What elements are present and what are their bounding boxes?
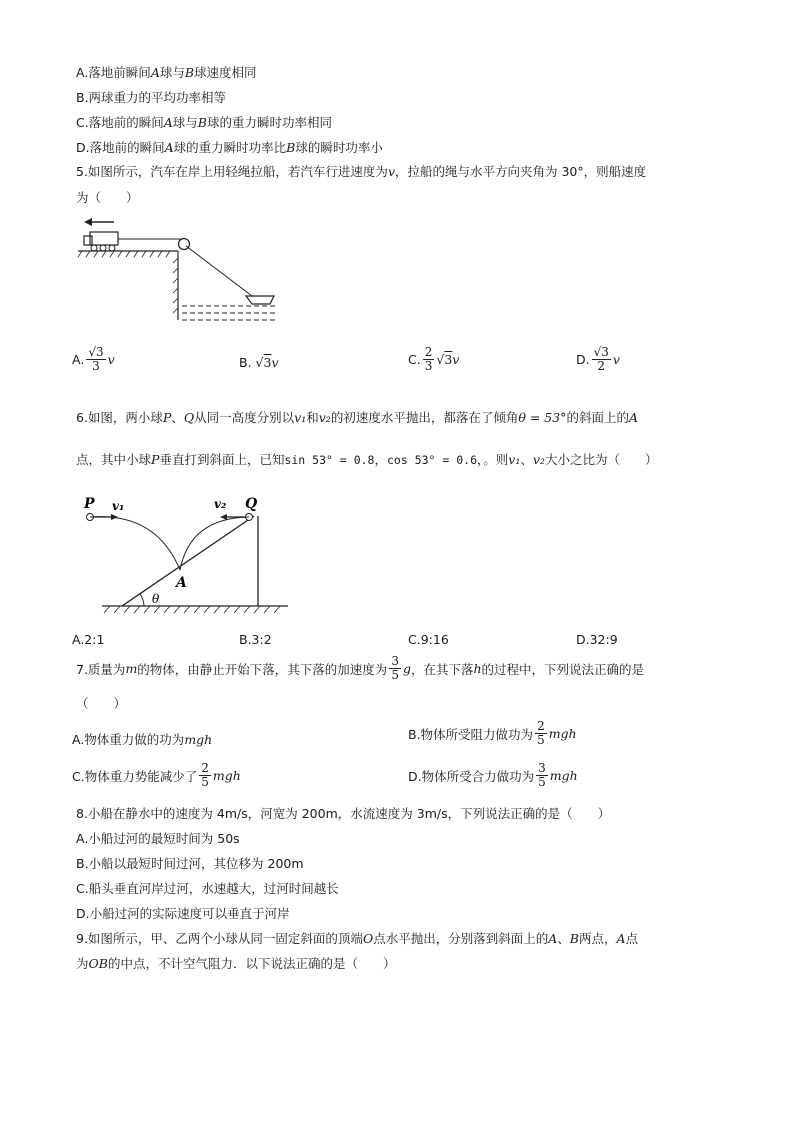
text: 、 <box>171 410 184 425</box>
expr: mgh <box>548 726 577 741</box>
radicand: 3 <box>444 352 453 367</box>
text: ，拉船的绳与水平方向夹角为 30°，则船速度 <box>395 164 647 179</box>
expr: mgh <box>549 768 578 783</box>
text: 的斜面上的 <box>566 410 629 425</box>
denominator: 3 <box>424 359 433 373</box>
q9-stem-line1 <box>76 930 638 948</box>
math: sin 53° = 0.8 <box>284 453 375 467</box>
label-p: P <box>84 496 95 512</box>
expr: mgh <box>212 768 241 783</box>
sqrt: √3 <box>436 352 453 367</box>
numerator: 2 <box>201 761 209 775</box>
var: v₂ <box>532 452 545 467</box>
text: 5.如图所示，汽车在岸上用轻绳拉船，若汽车行进速度为 <box>76 164 388 179</box>
text: ，在其下落 <box>410 661 474 677</box>
radicand: 3 <box>263 355 272 370</box>
theta-label: θ <box>152 592 160 606</box>
numerator: 3 <box>538 761 546 775</box>
q4-option-d <box>76 139 383 157</box>
text: D.落地前的瞬间 <box>76 140 165 155</box>
angle-arc <box>140 594 144 606</box>
q8-option-b: B.小船以最短时间过河，其位移为 200m <box>76 856 304 871</box>
car-wheel <box>100 245 106 251</box>
text: 球速度相同 <box>194 65 257 80</box>
denominator: 5 <box>537 733 545 747</box>
text: 的初速度水平抛出，都落在了倾角 <box>330 410 519 425</box>
var: v₁ <box>508 452 521 467</box>
ground-hatch <box>104 606 280 613</box>
var: A <box>163 115 173 130</box>
v2-arrowhead <box>220 514 227 520</box>
var: B <box>569 931 579 946</box>
q5-option-b <box>239 355 279 370</box>
denominator: 3 <box>92 359 100 373</box>
text: 两点， <box>578 931 617 946</box>
q7-option-a <box>72 730 212 748</box>
label-q: Q <box>245 496 258 512</box>
text: 球的重力瞬时功率相同 <box>206 115 332 130</box>
q5-option-c <box>408 346 459 373</box>
q8-option-d: D.小船过河的实际速度可以垂直于河岸 <box>76 906 290 921</box>
q7-stem-line2: （ ） <box>76 696 127 711</box>
q7-option-b <box>408 720 577 747</box>
text: 、 <box>557 931 570 946</box>
text: 球与 <box>172 115 198 130</box>
ground-hatch <box>78 251 170 257</box>
text: 、 <box>520 452 533 467</box>
q5-figure-car-boat <box>74 212 284 324</box>
var: h <box>473 661 482 676</box>
car-body <box>90 232 118 245</box>
text: 点 <box>625 931 638 946</box>
text: A.落地前瞬间 <box>76 65 151 80</box>
var: A <box>164 140 174 155</box>
text: 点，其中小球 <box>76 452 152 467</box>
var: Q <box>183 410 195 425</box>
q5-stem-line2: 为（ ） <box>76 190 139 205</box>
fraction <box>423 346 435 373</box>
label: C.物体重力势能减少了 <box>72 768 198 784</box>
text: 为 <box>76 956 89 971</box>
q6-option-c: C.9:16 <box>408 632 449 647</box>
text: ， <box>374 452 387 467</box>
math: θ = 53° <box>518 410 567 425</box>
text: 大小之比为（ ） <box>544 452 658 467</box>
label: B.物体所受阻力做功为 <box>408 726 534 742</box>
expr: mgh <box>184 731 213 747</box>
label: D. <box>576 352 590 367</box>
label: D.物体所受合力做功为 <box>408 768 535 784</box>
var: B <box>184 65 195 80</box>
fraction <box>199 762 211 789</box>
q4-option-a <box>76 64 257 82</box>
text: 球的重力瞬时功率比 <box>173 140 287 155</box>
var: P <box>162 410 172 425</box>
math: cos 53° = 0.6 <box>386 453 477 467</box>
car-cab <box>84 236 92 245</box>
var: v <box>612 352 620 367</box>
numerator: 2 <box>424 345 433 359</box>
var: A <box>628 410 638 425</box>
label: A. <box>72 352 85 367</box>
water-lines <box>182 306 278 320</box>
denominator: 5 <box>201 775 209 789</box>
text: 7.质量为 <box>76 661 126 677</box>
q6-stem-line2 <box>76 451 657 469</box>
text: C.落地前的瞬间 <box>76 115 164 130</box>
label: B. <box>239 355 252 370</box>
boat <box>246 296 274 304</box>
q9-stem-line2 <box>76 955 395 973</box>
denominator: 5 <box>538 775 546 789</box>
text: 的物体，由静止开始下落，其下落的加速度为 <box>137 661 388 677</box>
text: 垂直打到斜面上，已知 <box>159 452 285 467</box>
var: v₁ <box>294 410 307 425</box>
fraction <box>535 720 547 747</box>
fraction <box>592 346 611 373</box>
var: B <box>197 115 207 130</box>
var: A <box>150 65 160 80</box>
sqrt: √3 <box>255 355 272 370</box>
q7-stem-line1 <box>76 655 644 682</box>
q6-stem-line1 <box>76 409 638 427</box>
text: 9.如图所示，甲、乙两个小球从同一固定斜面的顶端 <box>76 931 363 946</box>
q8-option-a: A.小船过河的最短时间为 50s <box>76 831 240 846</box>
var: v <box>387 164 395 179</box>
label: C. <box>408 352 421 367</box>
text: 的过程中，下列说法正确的是 <box>481 661 645 677</box>
cliff-hatch <box>173 258 178 313</box>
q6-option-a: A.2:1 <box>72 632 105 647</box>
trajectory-p <box>90 517 180 570</box>
q8-stem: 8.小船在静水中的速度为 4m/s，河宽为 200m，水流速度为 3m/s，下列说法正确的是（ ） <box>76 806 611 821</box>
label: A.物体重力做的功为 <box>72 732 185 747</box>
var: P <box>151 452 160 467</box>
fraction <box>86 346 105 373</box>
var: A <box>548 931 558 946</box>
q5-option-d <box>576 346 620 373</box>
q7-option-d <box>408 762 578 789</box>
car-wheel <box>109 245 115 251</box>
numerator: √3 <box>88 345 104 359</box>
var: OB <box>88 956 108 971</box>
q4-option-b: B.两球重力的平均功率相等 <box>76 90 227 105</box>
denominator: 5 <box>391 668 399 682</box>
numerator: 3 <box>391 654 399 668</box>
numerator: √3 <box>593 345 609 359</box>
q7-option-c <box>72 762 241 789</box>
arrow-head <box>84 218 92 226</box>
denominator: 2 <box>597 359 606 373</box>
q6-figure-incline <box>78 488 308 616</box>
q5-option-a <box>72 346 115 373</box>
text: 球与 <box>159 65 185 80</box>
q6-option-d: D.32:9 <box>576 632 618 647</box>
q5-stem-line1 <box>76 163 646 181</box>
var: B <box>286 140 296 155</box>
text: 和 <box>306 410 319 425</box>
rope-to-boat <box>186 246 252 296</box>
label-a: A <box>176 575 187 591</box>
text: 的中点，不计空气阻力．以下说法正确的是（ ） <box>107 956 396 971</box>
v2-label: v₂ <box>214 497 227 511</box>
var: m <box>125 661 138 676</box>
v1-label: v₁ <box>112 499 125 513</box>
numerator: 2 <box>537 719 545 733</box>
q4-option-c <box>76 114 332 132</box>
car-wheel <box>91 245 97 251</box>
fraction <box>536 762 548 789</box>
q8-option-c: C.船头垂直河岸过河，水速越大，过河时间越长 <box>76 881 339 896</box>
text: 球的瞬时功率小 <box>295 140 383 155</box>
var: v <box>107 352 115 367</box>
var: v <box>452 352 460 367</box>
var: v <box>271 355 279 370</box>
q6-option-b: B.3:2 <box>239 632 272 647</box>
var: v₂ <box>318 410 331 425</box>
var: O <box>362 931 374 946</box>
fraction <box>389 655 401 682</box>
var: g <box>402 661 411 676</box>
text: 从同一高度分别以 <box>194 410 295 425</box>
text: 点水平抛出，分别落到斜面上的 <box>373 931 549 946</box>
var: A <box>616 931 626 946</box>
text: 6.如图，两小球 <box>76 410 163 425</box>
text: ，。则 <box>477 452 509 467</box>
incline <box>122 516 254 606</box>
